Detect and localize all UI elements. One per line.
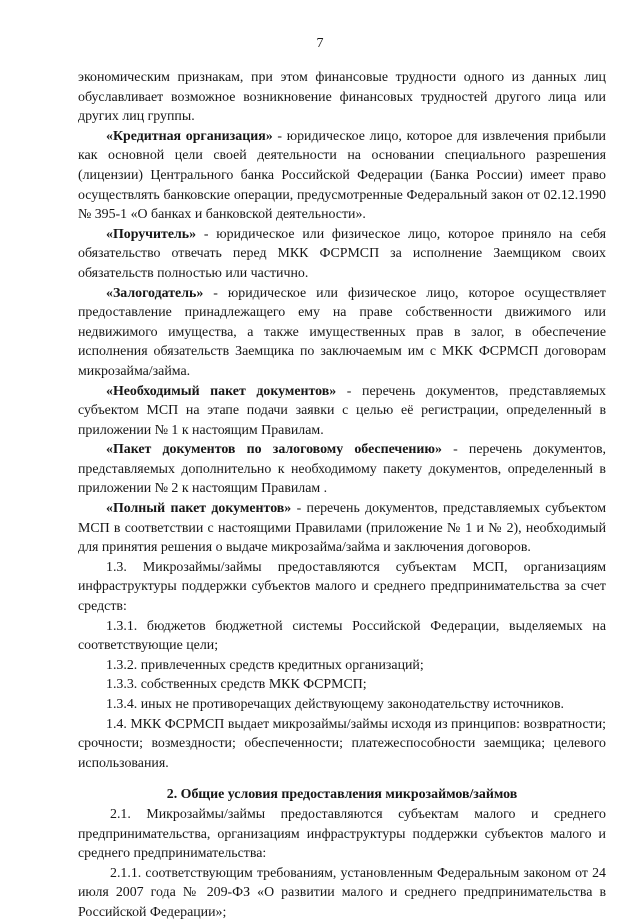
term: «Залогодатель» — [106, 285, 204, 301]
term: «Необходимый пакет документов» — [106, 383, 337, 399]
term: «Пакет документов по залоговому обеспечению» — [106, 442, 442, 458]
definition-required-documents — [78, 382, 606, 441]
definition-collateral-documents — [78, 440, 606, 499]
spacer — [78, 773, 606, 785]
definition-text: - перечень документов, представляемых субъектом МСП в соответствии с настоящими Правилами (приложение № 1 и № 2), необходимый для принятия решения о выдаче микрозайма/займа и заключения договоров. — [78, 501, 606, 556]
clause-1-3-4: 1.3.4. иных не противоречащих действующему законодательству источников. — [106, 697, 564, 712]
document-body — [78, 68, 606, 923]
definition-full-documents — [78, 499, 606, 558]
clause-1-3-3: 1.3.3. собственных средств МКК ФСРМСП; — [106, 677, 367, 693]
paragraph-continuation: экономическим признакам, при этом финансовые трудности одного из данных лиц обуславливает возможное возникновение финансовых трудностей другого лица или других лиц группы. — [78, 70, 606, 125]
definition-text: - юридическое лицо, которое для извлечения прибыли как основной цели своей деятельности на основании специального разрешения (лицензии) Центрального банка Российской Федерации (Банка России) имеет право осуществлять банковские операции, предусмотренные Федеральный закон от 02.12.1990 № 395-1 «О банках и банковской деятельности». — [78, 128, 606, 223]
definition-text: - юридическое или физическое лицо, которое осуществляет предоставление принадлежащего ему на праве собственности движимого или недвижимого имущества, а также имущественных прав в залог, в обеспечение исполнения обязательств Заемщика по заключаемым им с МКК ФСРМСП договорам микрозайма/займа. — [78, 285, 606, 379]
clause-2-1-1: 2.1.1. соответствующим требованиям, установленным Федеральным законом от 24 июля 2007 года № 209-ФЗ «О развитии малого и среднего предпринимательства в Российской Федерации»; — [78, 865, 606, 920]
section-heading: 2. Общие условия предоставления микрозаймов/займов — [166, 787, 518, 803]
definition-pledgor — [78, 284, 606, 382]
clause-1-3-1: 1.3.1. бюджетов бюджетной системы Российской Федерации, выделяемых на соответствующие цели; — [78, 618, 606, 654]
term: «Полный пакет документов» — [106, 501, 292, 517]
term: «Поручитель» — [106, 226, 197, 242]
page-number: 7 — [316, 36, 324, 51]
definition-text: - перечень документов, представляемых дополнительно к необходимому пакету документов, определенный в приложении № 2 к настоящим Правилам . — [78, 442, 606, 497]
clause-1-3-2: 1.3.2. привлеченных средств кредитных организаций; — [106, 657, 424, 673]
definition-text: - перечень документов, представляемых субъектом МСП на этапе подачи заявки с целью её регистрации, определенный в приложении № 1 к настоящим Правилам. — [78, 383, 606, 438]
clause-1-4: 1.4. МКК ФСРМСП выдает микрозаймы/займы исходя из принципов: возвратности; срочности; возмездности; обеспеченности; платежеспособности заемщика; целевого использования. — [78, 716, 606, 771]
definition-guarantor — [78, 225, 606, 284]
clause-1-3: 1.3. Микрозаймы/займы предоставляются субъектам МСП, организациям инфраструктуры поддержки субъектов малого и среднего предпринимательства за счет средств: — [78, 559, 606, 615]
definition-text: - юридическое или физическое лицо, которое приняло на себя обязательство отвечать перед МКК ФСРМСП за исполнение Заемщиком своих обязательств полностью или частично. — [78, 226, 606, 281]
clause-2-1: 2.1. Микрозаймы/займы предоставляются субъектам малого и среднего предпринимательства, организациям инфраструктуры поддержки субъектов малого и среднего предпринимательства: — [78, 806, 606, 862]
definition-credit-organization — [78, 127, 606, 225]
term: «Кредитная организация» — [106, 128, 273, 144]
